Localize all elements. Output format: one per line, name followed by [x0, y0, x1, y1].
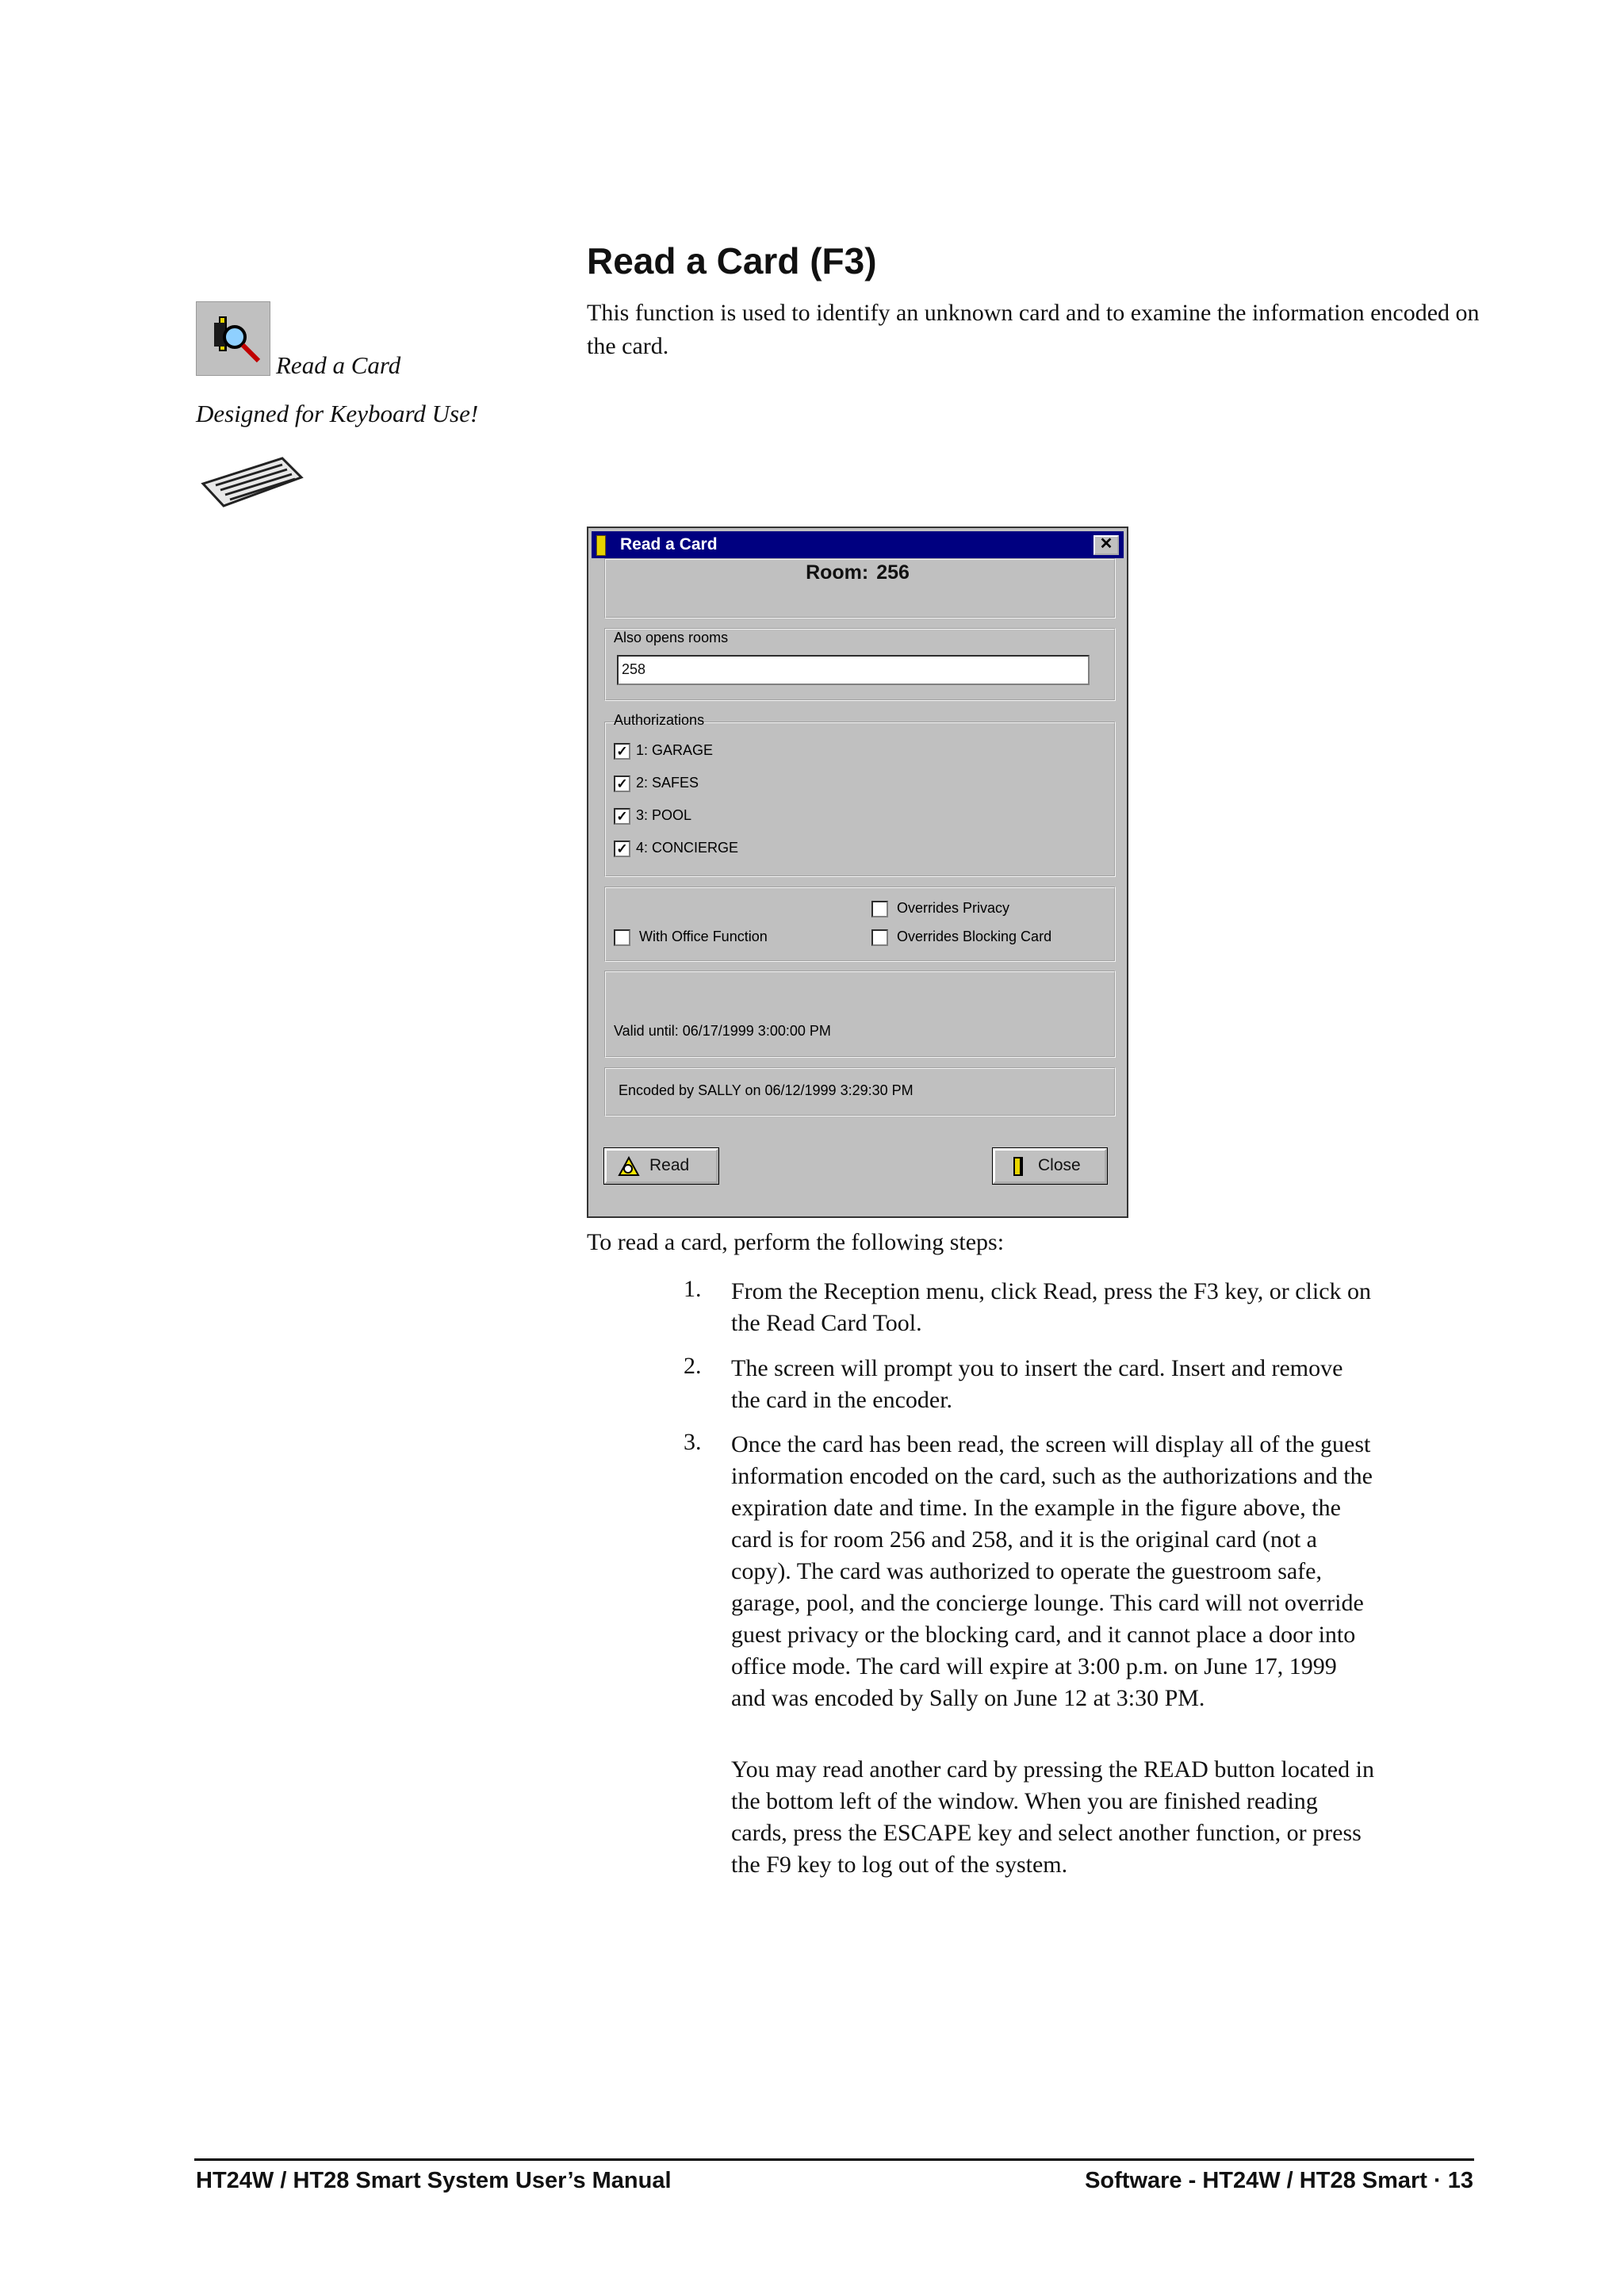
room-label: Room: — [806, 561, 869, 584]
close-button[interactable] — [993, 1148, 1107, 1184]
authorizations-group — [604, 712, 1116, 877]
step-3 — [731, 1429, 1484, 1714]
step-3-line-2: information encoded on the card, such as the authorizations and the — [731, 1463, 1373, 1489]
read-button[interactable] — [604, 1148, 718, 1184]
step-3-line-3: expiration date and time. In the example in the figure above, the — [731, 1495, 1341, 1521]
overrides-privacy-label: Overrides Privacy — [897, 900, 1010, 916]
auth-4-checkbox[interactable]: ✓ — [614, 841, 630, 857]
door-icon — [1006, 1156, 1028, 1177]
footer-rule — [194, 2158, 1474, 2161]
step-2 — [731, 1353, 1484, 1416]
followup-line-2: the bottom left of the window. When you are finished reading — [731, 1788, 1318, 1814]
step-3-number: 3. — [684, 1429, 702, 1455]
encoded-by: Encoded by SALLY on 06/12/1999 3:29:30 PM — [619, 1082, 914, 1098]
auth-1-label: 1: GARAGE — [636, 742, 714, 758]
encoded-by-panel — [604, 1067, 1116, 1116]
valid-until-panel — [604, 971, 1116, 1058]
footer-page-info: Software - HT24W / HT28 Smart · 13 — [1085, 2168, 1473, 2193]
step-3-line-4: card is for room 256 and 258, and it is the original card (not a — [731, 1526, 1317, 1553]
followup-line-1: You may read another card by pressing the READ button located in — [731, 1756, 1374, 1783]
steps-intro: To read a card, perform the following steps: — [587, 1229, 1005, 1255]
overrides-privacy-checkbox[interactable] — [871, 901, 888, 917]
step-2-line-1: The screen will prompt you to insert the card. Insert and remove — [731, 1355, 1343, 1381]
step-1 — [731, 1276, 1484, 1339]
step-3-line-7: guest privacy or the blocking card, and it cannot place a door into — [731, 1622, 1356, 1648]
dialog-title: Read a Card — [620, 535, 718, 553]
auth-3-checkbox[interactable]: ✓ — [614, 808, 630, 825]
step-3-followup — [731, 1754, 1484, 1881]
valid-until: Valid until: 06/17/1999 3:00:00 PM — [614, 1023, 831, 1039]
followup-line-4: the F9 key to log out of the system. — [731, 1852, 1068, 1878]
auth-2-label: 2: SAFES — [636, 775, 699, 791]
office-function-label: With Office Function — [639, 929, 768, 944]
icon-caption: Read a Card — [276, 351, 401, 379]
keyboard-note: Designed for Keyboard Use! — [196, 400, 479, 427]
options-group — [604, 887, 1116, 962]
section-title: Read a Card (F3) — [587, 240, 877, 281]
also-opens-group — [604, 628, 1116, 701]
read-card-icon — [196, 301, 270, 376]
keyboard-icon — [200, 454, 304, 511]
step-1-line-1: From the Reception menu, click Read, press the F3 key, or click on — [731, 1278, 1372, 1304]
footer-manual-title: HT24W / HT28 Smart System User’s Manual — [196, 2168, 672, 2193]
followup-line-3: cards, press the ESCAPE key and select another function, or press — [731, 1820, 1362, 1846]
authorizations-label: Authorizations — [614, 712, 705, 728]
auth-4-label: 4: CONCIERGE — [636, 840, 739, 856]
step-2-number: 2. — [684, 1353, 702, 1379]
card-icon — [596, 535, 606, 556]
auth-1-checkbox[interactable]: ✓ — [614, 743, 630, 760]
step-2-line-2: the card in the encoder. — [731, 1387, 953, 1413]
step-3-line-6: garage, pool, and the concierge lounge. This card will not override — [731, 1590, 1364, 1616]
overrides-blocking-label: Overrides Blocking Card — [897, 929, 1052, 944]
step-3-line-5: copy). The card was authorized to operate the guestroom safe, — [731, 1558, 1322, 1584]
auth-2-checkbox[interactable]: ✓ — [614, 776, 630, 792]
step-1-number: 1. — [684, 1276, 702, 1302]
room-value: 256 — [876, 561, 910, 584]
read-card-small-icon — [618, 1156, 640, 1177]
read-card-dialog — [587, 527, 1128, 1218]
dialog-titlebar — [592, 531, 1124, 558]
office-function-checkbox[interactable] — [614, 929, 630, 946]
auth-3-label: 3: POOL — [636, 807, 692, 823]
section-intro: This function is used to identify an unknown card and to examine the information encoded on the card. — [587, 300, 1480, 359]
also-opens-field[interactable]: 258 — [617, 655, 1090, 685]
also-opens-label: Also opens rooms — [614, 630, 729, 645]
step-3-line-9: and was encoded by Sally on June 12 at 3:30 PM. — [731, 1685, 1205, 1711]
step-3-line-8: office mode. The card will expire at 3:00 p.m. on June 17, 1999 — [731, 1653, 1337, 1679]
close-button-label: Close — [1038, 1156, 1081, 1174]
step-1-line-2: the Read Card Tool. — [731, 1310, 922, 1336]
close-icon[interactable]: ✕ — [1094, 535, 1119, 555]
read-button-label: Read — [649, 1156, 690, 1174]
overrides-blocking-checkbox[interactable] — [871, 929, 888, 946]
step-3-line-1: Once the card has been read, the screen will display all of the guest — [731, 1431, 1371, 1457]
room-display — [588, 561, 1127, 584]
